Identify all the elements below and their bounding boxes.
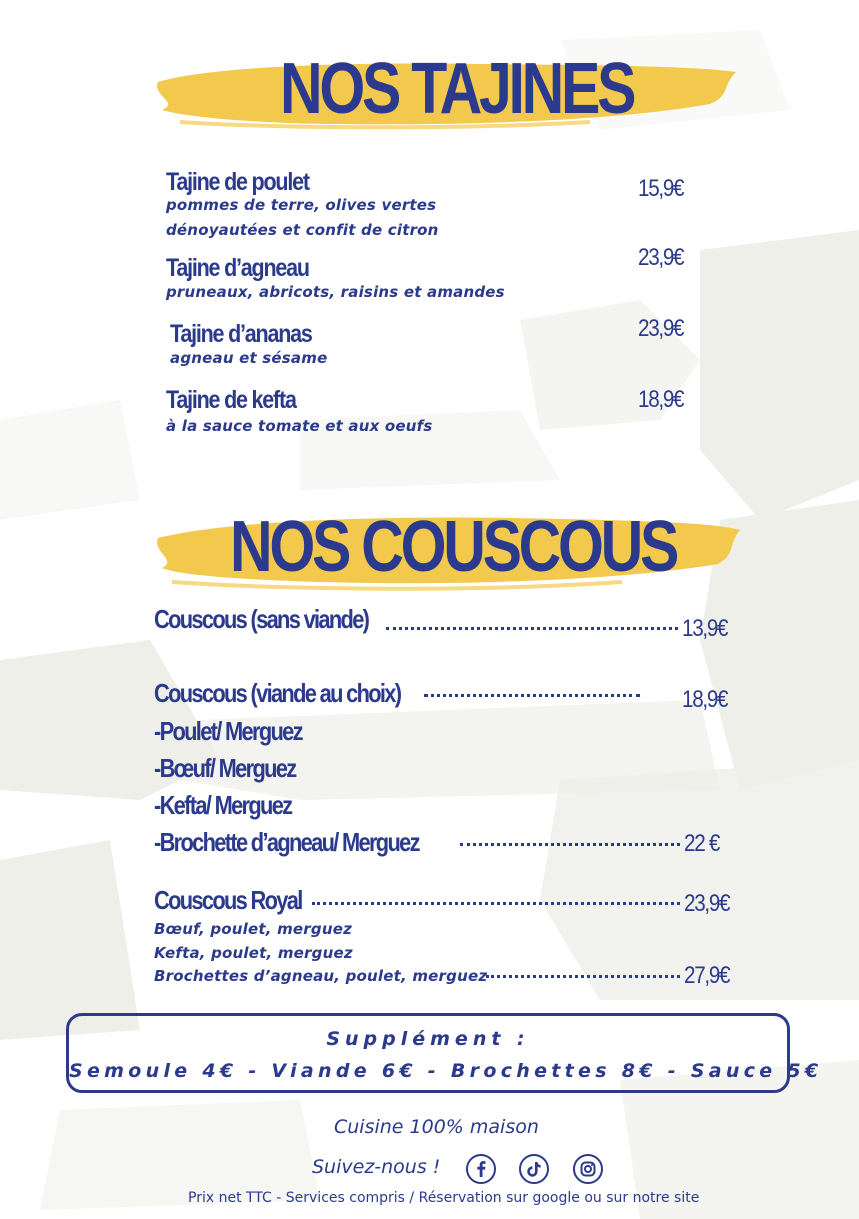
supplement-title: Supplément :: [326, 1028, 530, 1050]
tajine-poulet-name: Tajine de poulet: [166, 168, 309, 196]
couscous-sans-viande-price: 13,9€: [682, 615, 728, 642]
tajine-ananas-price: 23,9€: [638, 315, 684, 342]
tajine-kefta-price: 18,9€: [638, 386, 684, 413]
tiktok-icon[interactable]: [519, 1154, 549, 1184]
dotted-leader: [486, 975, 680, 978]
couscous-title: NOS COUSCOUS: [230, 507, 677, 587]
couscous-royal-name: Couscous Royal: [154, 885, 302, 915]
couscous-viande-price: 18,9€: [682, 686, 728, 713]
tajine-poulet-price: 15,9€: [638, 175, 684, 202]
dotted-leader: [424, 694, 640, 697]
royal-line-2: Kefta, poulet, merguez: [154, 944, 353, 962]
couscous-royal-price: 23,9€: [684, 890, 730, 917]
dotted-leader: [312, 902, 680, 905]
couscous-viande-name: Couscous (viande au choix): [154, 678, 401, 708]
facebook-icon[interactable]: [466, 1154, 496, 1184]
meat-option-brochette: -Brochette d’agneau/ Merguez: [154, 827, 419, 857]
tajine-agneau-desc: pruneaux, abricots, raisins et amandes: [166, 283, 505, 301]
instagram-icon[interactable]: [573, 1154, 603, 1184]
homemade-text: Cuisine 100% maison: [334, 1116, 539, 1138]
tajine-agneau-name: Tajine d’agneau: [166, 254, 309, 282]
dotted-leader: [386, 627, 678, 630]
supplement-items: Semoule 4€ - Viande 6€ - Brochettes 8€ - Sauce 5€: [69, 1060, 823, 1082]
tajines-title: NOS TAJINES: [280, 49, 634, 129]
meat-option-poulet: -Poulet/ Merguez: [154, 716, 302, 746]
tajine-kefta-desc: à la sauce tomate et aux oeufs: [166, 417, 433, 435]
royal-brochettes-price: 27,9€: [684, 962, 730, 989]
tajine-poulet-desc-1: pommes de terre, olives vertes: [166, 196, 437, 214]
tajine-poulet-desc-2: dénoyautées et confit de citron: [166, 221, 439, 239]
follow-us-text: Suivez-nous !: [312, 1156, 441, 1178]
brochette-agneau-price: 22 €: [684, 830, 720, 857]
tajine-agneau-price: 23,9€: [638, 244, 684, 271]
dotted-leader: [460, 843, 680, 846]
tajine-kefta-name: Tajine de kefta: [166, 386, 296, 414]
couscous-sans-viande-name: Couscous (sans viande): [154, 604, 369, 634]
royal-line-1: Bœuf, poulet, merguez: [154, 920, 352, 938]
meat-option-kefta: -Kefta/ Merguez: [154, 790, 292, 820]
legal-notice: Prix net TTC - Services compris / Réservation sur google ou sur notre site: [188, 1190, 700, 1206]
meat-option-boeuf: -Bœuf/ Merguez: [154, 753, 296, 783]
tajine-ananas-desc: agneau et sésame: [170, 349, 328, 367]
royal-line-3: Brochettes d’agneau, poulet, merguez: [154, 967, 488, 985]
supplement-box: [66, 1013, 823, 1093]
tajine-ananas-name: Tajine d’ananas: [170, 320, 312, 348]
